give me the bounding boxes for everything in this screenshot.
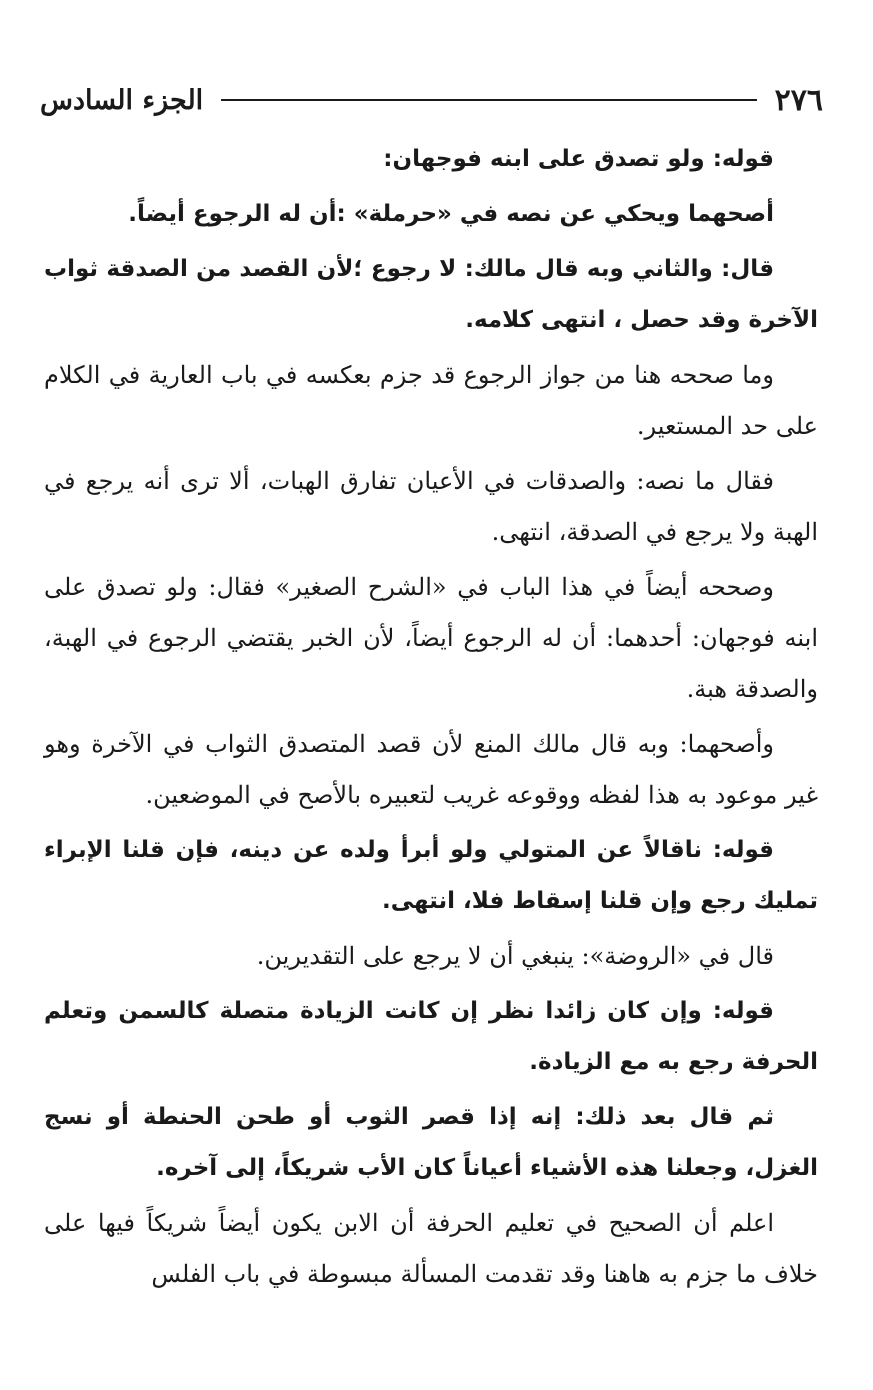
paragraph: وصححه أيضاً في هذا الباب في «الشرح الصغير» فقال: ولو تصدق على ابنه فوجهان: أحدهما: أن له الرجوع أيضاً، لأن الخبر يقتضي الرجوع في الهبة، والصدقة هبة. (44, 573, 818, 703)
paragraph: فقال ما نصه: والصدقات في الأعيان تفارق الهبات، ألا ترى أنه يرجع في الهبة ولا يرجع في الصدقة، انتهى. (44, 467, 818, 546)
paragraph: وما صححه هنا من جواز الرجوع قد جزم بعكسه في باب العارية في الكلام على حد المستعير. (44, 361, 818, 440)
paragraph: قال: والثاني وبه قال مالك: لا رجوع ؛لأن القصد من الصدقة ثواب الآخرة وقد حصل ، انتهى كلامه. (44, 256, 818, 333)
paragraph: قوله: ولو تصدق على ابنه فوجهان: (383, 146, 774, 172)
page-header (40, 80, 823, 120)
paragraph: أصحهما ويحكي عن نصه في «حرملة» :أن له الرجوع أيضاً. (128, 201, 774, 227)
body-text (44, 134, 818, 1304)
paragraph: اعلم أن الصحيح في تعليم الحرفة أن الابن يكون أيضاً شريكاً فيها على خلاف ما جزم به هاهنا وقد تقدمت المسألة مبسوطة في باب الفلس (44, 1209, 818, 1288)
paragraph: قوله: وإن كان زائدا نظر إن كانت الزيادة متصلة كالسمن وتعلم الحرفة رجع به مع الزيادة. (44, 998, 818, 1075)
paragraph: وأصحهما: وبه قال مالك المنع لأن قصد المتصدق الثواب في الآخرة وهو غير موعود به هذا لفظه ووقوعه غريب لتعبيره بالأصح في الموضعين. (44, 730, 818, 809)
paragraph: قال في «الروضة»: ينبغي أن لا يرجع على التقديرين. (256, 942, 774, 970)
running-title: الجزء السادس (40, 84, 204, 116)
paragraph: قوله: ناقالاً عن المتولي ولو أبرأ ولده عن دينه، فإن قلنا الإبراء تمليك رجع وإن قلنا إسقاط فلا، انتهى. (44, 837, 818, 914)
paragraph: ثم قال بعد ذلك: إنه إذا قصر الثوب أو طحن الحنطة أو نسج الغزل، وجعلنا هذه الأشياء أعياناً كان الأب شريكاً، إلى آخره. (44, 1104, 818, 1181)
page-number: ٢٧٦ (774, 82, 823, 118)
header-rule (221, 99, 756, 101)
